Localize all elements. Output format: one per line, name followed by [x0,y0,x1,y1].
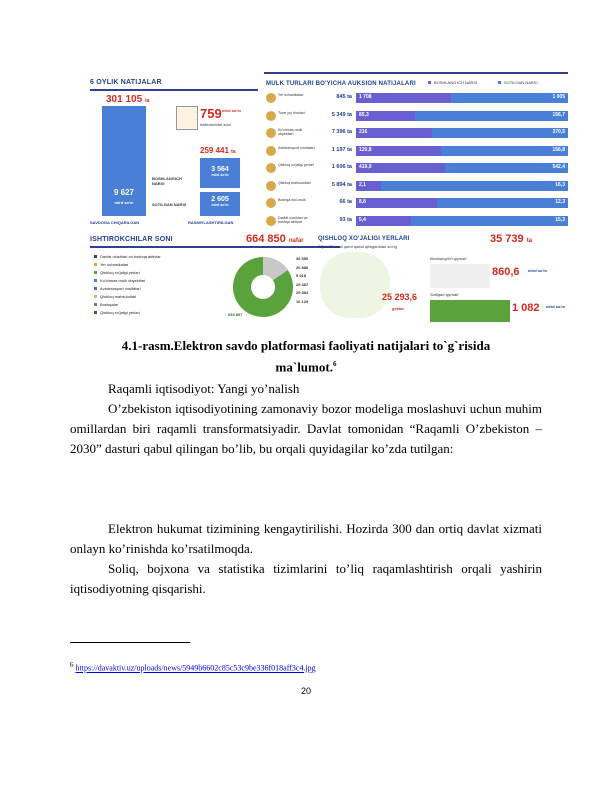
paragraph-1: O’zbekiston iqtisodiyotining zamonaviy bozor modeliga moslashuvi uchun muhim omillardan biri raqamli transformatsiyadir. Davlat tomonidan “Raqamli O’zbekiston – 2030” dasturi qabul qilingan bo’lib, bu orqali quyidagilar ko’zda tutilgan: [70,401,542,456]
farm-value: 35 739 ta [490,233,533,245]
participants-legend-item: Ko'chmas mulk obyektlari [94,278,145,283]
farm-start-value: 860,6 [492,266,520,278]
participants-legend-item: Avtotransport vositalari [94,286,141,291]
row-start-value: 419,9 [359,164,372,170]
paragraph-2: Elektron hukumat tizimining kengaytirilishi. Hozirda 300 dan ortiq davlat xizmati onlayn ko’rinishda ko’rsatilmoqda. [70,521,542,556]
participants-legend-item: Davlat ulushlari va boshqa aktivlar [94,254,161,259]
footnote-rule [70,642,190,643]
auction-row [266,215,568,227]
row-label: Turar joy binolari [278,110,305,115]
chart-icon [176,106,198,130]
pie-hole [251,275,275,299]
row-label: Qishloq mahsulotlari [278,180,311,185]
row-start-value: 8,8 [359,199,366,205]
right-top-rule [264,72,568,74]
participants-legend-item: Qishloq mahsulotlari [94,294,136,299]
category-icon [266,93,276,103]
row-bar [356,111,568,121]
row-count: 93 ta [339,216,352,223]
paragraph-heading: Raqamli iqtisodiyot: Yangi yo’nalish [108,381,300,396]
page-number: 20 [300,686,311,696]
footnote-link[interactable]: https://davaktiv.uz/uploads/news/5949b6602c85c53c9be336f018aff3c4.jpg [75,663,316,673]
participants-rule [90,246,340,248]
category-icon [266,181,276,191]
row-start-value: 2,1 [359,181,366,188]
auction-row [266,92,568,104]
row-bar [356,163,568,173]
row-bar [356,93,568,103]
farmer-illustration [320,252,390,318]
row-bar [356,181,568,191]
row-count: 1 606 ta [331,164,352,170]
row-start-value: 5,4 [359,216,366,223]
row-bar-fill [356,128,432,138]
category-icon [266,111,276,121]
row-start-value: 1 708 [359,94,372,100]
legend-a: BOSHLANG'ICH NARXI [428,80,477,85]
award-value: 759 [200,106,222,121]
participants-legend-item: Boshqalar [94,302,118,307]
row-label: Avtotransport vositalari [278,145,315,150]
pie-value-label: 29 487 [296,281,309,287]
paragraph-3: Soliq, bojxona va statistika tizimlarini to’liq raqamlashtirish orqali yashirin iqtisodiyotning qisqarishi. [70,561,542,596]
farm-sub: PQ-1 37-sonli qaror qabul qilinganidan so'ng [318,244,397,249]
row-count: 845 ta [336,94,352,100]
row-label: Davlat ulushlari va boshqa aktivlar [278,215,308,224]
farm-sold-value: 1 082 [512,302,540,314]
left-title-rule [90,89,258,91]
mid-value: 259 441 ta [200,146,236,155]
boshlangich-label: BOSHLANGICH NARXI [152,176,182,186]
category-icon [266,198,276,208]
farm-area: 25 293,6 [382,292,418,302]
farm-sold-label: Sotilgan qiymati [430,292,459,297]
row-count: 5 894 ta [331,181,352,188]
row-sold-value: 1 005 [552,94,565,100]
row-count: 7 396 ta [331,129,352,135]
figure-caption [70,337,542,376]
row-sold-value: 15,3 [555,216,565,223]
left-total: 301 105 ta [106,94,150,105]
left-title: 6 OYLIK NATIJALAR [90,79,162,86]
participants-legend-item: Yer uchastkalari [94,262,128,267]
row-sold-value: 156,8 [552,146,565,153]
row-sold-value: 542,4 [552,164,565,170]
auction-row [266,127,568,139]
farm-start-unit: mlrd so'm [528,268,547,273]
participants-legend-item: Qishloq xo'jaligi yerlari [94,270,140,275]
legend-b: SOTILGAN NARXI [498,80,538,85]
row-start-value: 120,8 [359,146,372,153]
row-bar-fill [356,198,437,208]
farm-start-label: Boshlang'ich qiymati [430,256,467,261]
auction-row [266,197,568,209]
pie-value-label: 5 018 [296,273,307,278]
left-tall-bar: 9 627 mlrd so'm [102,106,146,216]
row-sold-value: 12,3 [555,199,565,205]
row-sold-value: 16,3 [555,181,565,188]
pie-big: 653 897 [228,312,243,317]
participants-title: ISHTIROKCHILAR SONI [90,236,173,243]
row-label: Boshqa mol-mulk [278,198,306,202]
row-start-value: 85,3 [359,111,369,118]
infographic-image [88,72,568,326]
row-label: Ko'chmas mulk obyektlari [278,128,303,136]
row-count: 1 197 ta [331,146,352,153]
row-label: Qishloq xo'jaligi yerlari [278,163,314,167]
box-a: 3 564 mlrd so'm [200,158,240,188]
award-caption: ishtirokchilar soni [200,122,231,127]
row-bar [356,128,568,138]
left-footer-b: RASMIYLASHTIRILGAN [188,220,234,225]
row-sold-value: 370,5 [552,129,565,135]
category-icon [266,216,276,226]
row-bar [356,216,568,226]
row-bar [356,146,568,156]
category-icon [266,163,276,173]
auction-row [266,145,568,157]
pie-value-label: 29 884 [296,290,309,295]
row-count: 66 ta [339,199,352,205]
farm-sold-bar [430,300,510,322]
participants-legend-item: Qishloq xo'jaligi yerlari [94,310,140,315]
footnote: $^6$ https://davaktiv.uz/uploads/news/5949b6602c85c53c9be336f018aff3c4.jpg [70,661,316,673]
category-icon [266,128,276,138]
farm-start-bar [430,264,490,288]
participants-value: 664 850 nafar [246,233,304,245]
left-footer-a: SAVDOGA CHIQARILGAN [90,220,140,225]
row-sold-value: 156,7 [552,111,565,118]
farm-area-unit: gektar [392,306,405,311]
pie-value-label: 26 880 [296,264,309,270]
category-icon [266,146,276,156]
caption-line1: 4.1-rasm.Elektron savdo platformasi faoliyati natijalari to`g`risida [121,338,491,353]
pie-value-label: 36 550 [296,256,309,261]
auction-row [266,110,568,122]
pie-value-label: 10 129 [296,298,309,304]
farm-title: QISHLOQ XO'JALIGI YERLARI [318,236,410,242]
auction-row [266,180,568,192]
right-title: MULK TURLARI BO'YICHA AUKSION NATIJALARI [266,81,416,87]
row-bar [356,198,568,208]
sotilgan-label: SOTILGAN NARXI [152,202,187,207]
row-start-value: 216 [359,129,368,135]
auction-row [266,162,568,174]
box-b: 2 605 mlrd so'm [200,192,240,216]
row-label: Yer uchastkalari [278,93,304,97]
row-count: 5 349 ta [331,111,352,118]
award-unit: mlrd so'm [222,108,241,113]
caption-line2: ma`lumot.$^6$ [275,359,337,375]
farm-sold-unit: mlrd so'm [546,304,565,309]
